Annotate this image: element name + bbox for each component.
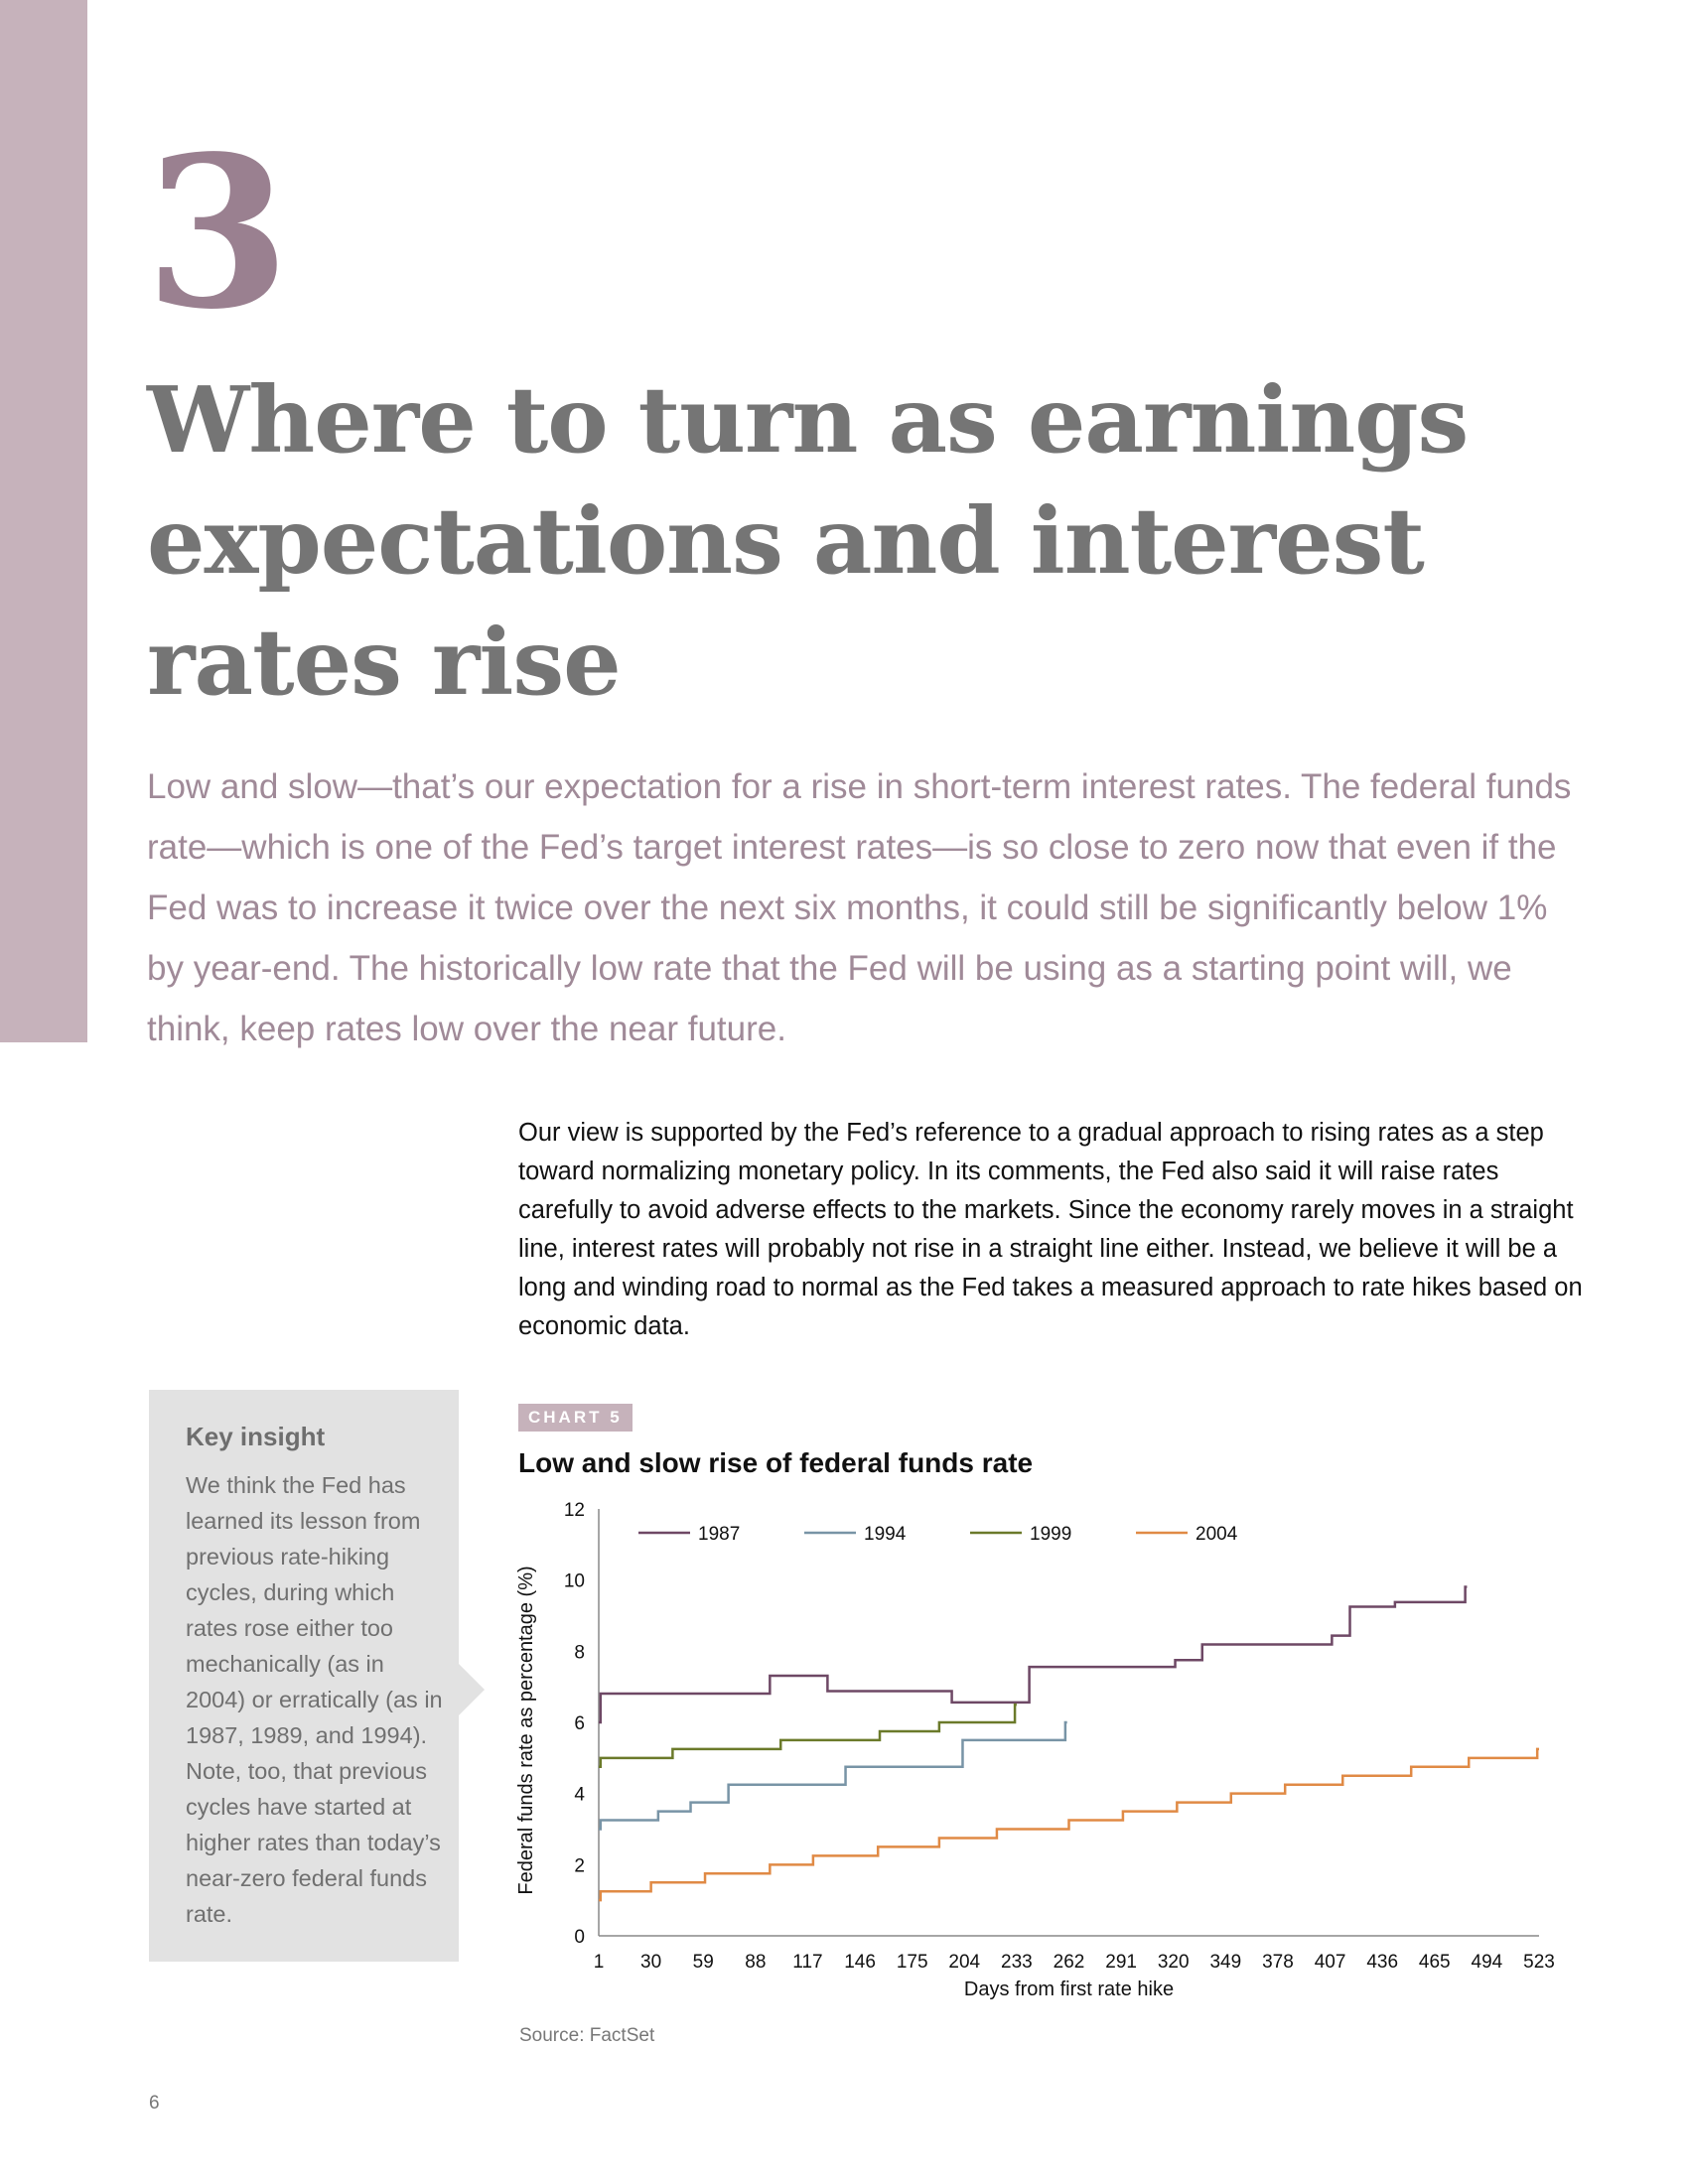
series-line-1987	[599, 1586, 1467, 1722]
legend-label-1994: 1994	[864, 1524, 907, 1545]
x-tick-label: 465	[1418, 1952, 1451, 1973]
x-tick-label: 30	[640, 1952, 662, 1973]
legend-label-1999: 1999	[1030, 1524, 1072, 1545]
body-paragraph: Our view is supported by the Fed’s reference to a gradual approach to rising rates as a step toward normalizing monetary policy. In its comments, the Fed also said it will raise rates carefully to avoid adverse effects to the markets. Since the economy rarely moves in a straight line, interest rates will probably not rise in a straight line either. Instead, we believe it will be a long and winding road to normal as the Fed takes a measured approach to rate hikes based on economic data.	[518, 1119, 1583, 1340]
x-tick-label: 349	[1209, 1952, 1242, 1973]
x-tick-label: 494	[1471, 1952, 1503, 1973]
y-axis-label: Federal funds rate as percentage (%)	[515, 1566, 537, 1895]
x-tick-label: 233	[1001, 1952, 1033, 1973]
x-tick-label: 146	[844, 1952, 876, 1973]
x-tick-label: 59	[692, 1952, 714, 1973]
chart-title: Low and slow rise of federal funds rate	[518, 1447, 1034, 1478]
x-tick-label: 204	[948, 1952, 981, 1973]
y-tick-label: 10	[563, 1570, 585, 1592]
lede-paragraph: Low and slow—that’s our expectation for a rise in short-term interest rates. The federal funds rate—which is one of the Fed’s target interest rates—is so close to zero now that even if the Fed was to increase it twice over the next six months, it could still be significantly below 1% by year-end. The historically low rate that the Fed will be using as a starting point will, we think, keep rates low over the near future.	[147, 767, 1572, 1048]
x-axis-label: Days from first rate hike	[963, 1979, 1175, 2000]
legend-label-2004: 2004	[1196, 1524, 1238, 1545]
rate-chart	[506, 1497, 1599, 2013]
y-tick-label: 8	[574, 1642, 585, 1664]
x-tick-label: 320	[1157, 1952, 1190, 1973]
source-note: Source: FactSet	[519, 2025, 655, 2046]
key-insight-title: Key insight	[186, 1422, 326, 1451]
key-insight-text: We think the Fed has learned its lesson from previous rate-hiking cycles, during which rates rose either too mechanically (as in 2004) or erratically (as in 1987, 1989, and 1994). Note, too, that previous cycles have started at higher rates than today’s near-zero federal funds rate.	[186, 1472, 443, 1927]
chapter-number: 3	[145, 110, 291, 355]
x-tick-label: 262	[1053, 1952, 1085, 1973]
x-tick-label: 378	[1262, 1952, 1294, 1973]
series-line-2004	[599, 1749, 1539, 1900]
series-line-1999	[599, 1705, 1017, 1767]
page-number: 6	[149, 2093, 160, 2114]
x-tick-label: 523	[1523, 1952, 1555, 1973]
x-tick-label: 175	[896, 1952, 928, 1973]
legend-label-1987: 1987	[698, 1524, 741, 1545]
x-tick-label: 117	[792, 1952, 823, 1973]
chart-tag: CHART 5	[518, 1404, 633, 1432]
x-tick-label: 1	[593, 1952, 605, 1973]
y-tick-label: 6	[574, 1713, 585, 1734]
y-tick-label: 2	[574, 1855, 585, 1877]
page-title: Where to turn as earnings expectations and interest rates rise	[147, 366, 1469, 716]
key-insight-box	[149, 1390, 459, 1962]
x-tick-label: 88	[745, 1952, 767, 1973]
side-accent-bar	[0, 0, 87, 1042]
y-tick-label: 4	[574, 1784, 585, 1806]
y-tick-label: 0	[574, 1927, 585, 1948]
y-tick-label: 12	[563, 1500, 585, 1521]
series-line-1994	[599, 1722, 1067, 1830]
x-tick-label: 291	[1105, 1952, 1137, 1973]
x-tick-label: 407	[1314, 1952, 1346, 1973]
x-tick-label: 436	[1366, 1952, 1399, 1973]
